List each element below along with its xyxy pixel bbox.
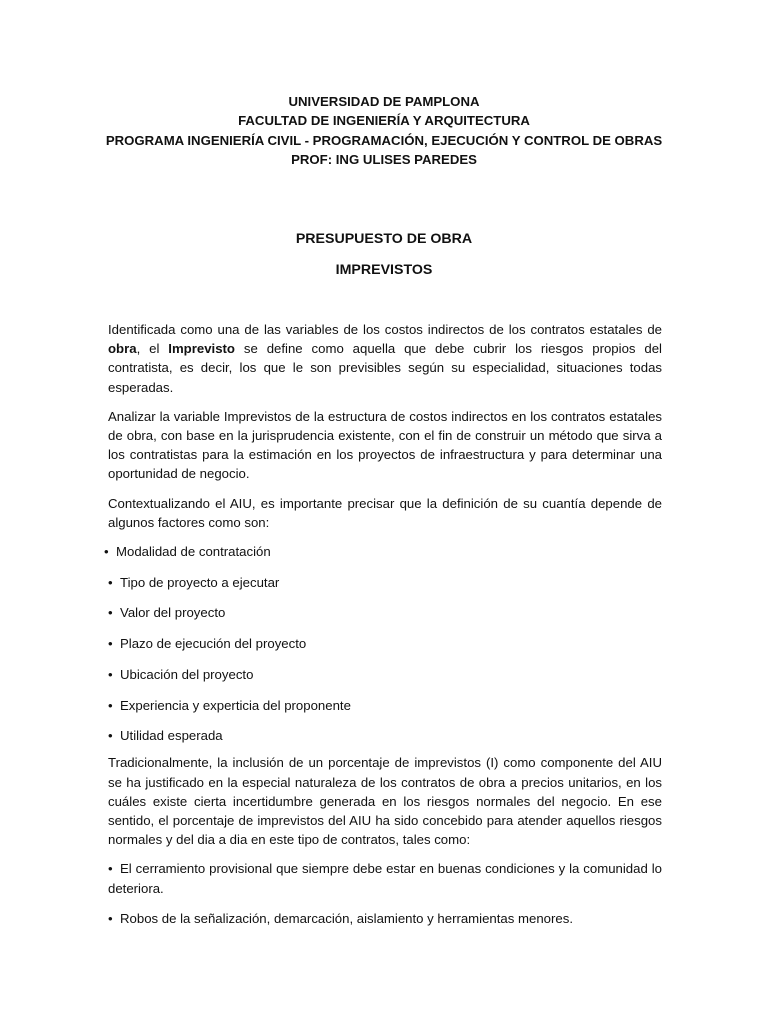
faculty-name: FACULTAD DE INGENIERÍA Y ARQUITECTURA [238, 113, 530, 129]
program-name: PROGRAMA INGENIERÍA CIVIL - PROGRAMACIÓN, EJECUCIÓN Y CONTROL DE OBRAS [105, 132, 663, 148]
bullet-icon: • [108, 728, 113, 744]
list-item-text: Ubicación del proyecto [120, 666, 254, 682]
list-item-text: Plazo de ejecución del proyecto [120, 636, 307, 652]
list-item [108, 696, 662, 715]
paragraph-context: Contextualizando el AIU, es importante precisar que la definición de su cuantía depende de algunos factores como son: [108, 495, 662, 530]
document-title: PRESUPUESTO DE OBRA [295, 231, 473, 247]
list-item-text: Modalidad de contratación [116, 544, 271, 560]
list-item [108, 726, 662, 745]
bullet-icon: • [108, 861, 113, 877]
bullet-icon: • [108, 666, 113, 682]
bold-term-obra: obra [108, 341, 137, 357]
paragraph-objective: Analizar la variable Imprevistos de la estructura de costos indirectos en los contratos estatales de obra, con base en la jurisprudencia existente, con el fin de construir un método que sirva a los contratistas para la estimación en los proyectos de infraestructura y para determinar una oportunidad de negocio. [108, 408, 662, 482]
paragraph-text: se define como aquella que debe cubrir los riesgos propios del contratista, es decir, los que le son previsibles según su especialidad, situaciones todas esperadas. [108, 341, 662, 395]
list-item [108, 665, 662, 684]
list-item-text: Robos de la señalización, demarcación, aislamiento y herramientas menores. [120, 911, 573, 927]
list-item-text: Experiencia y experticia del proponente [120, 697, 351, 713]
list-item-text: El cerramiento provisional que siempre debe estar en buenas condiciones y la comunidad lo deteriora. [108, 861, 662, 896]
document-subtitle: IMPREVISTOS [335, 262, 433, 278]
list-item-text: Valor del proyecto [120, 605, 226, 621]
bullet-icon: • [108, 636, 113, 652]
bullet-icon: • [108, 697, 113, 713]
professor-name: PROF: ING ULISES PAREDES [291, 151, 477, 167]
university-name: UNIVERSIDAD DE PAMPLONA [288, 94, 480, 109]
bold-term-imprevisto: Imprevisto [168, 341, 235, 357]
list-item [108, 573, 662, 592]
list-item-text: Utilidad esperada [120, 728, 223, 744]
paragraph-tradition: Tradicionalmente, la inclusión de un porcentaje de imprevistos (I) como componente del AIU se ha justificado en la especial naturaleza de los contratos de obra a precios unitarios, en los cuáles existe cierta incertidumbre generada en los riesgos normales del negocio. En ese sentido, el porcentaje de imprevistos del AIU ha sido concebido para atender aquellos riesgos normales y del dia a dia en este tipo de contratos, tales como: [108, 755, 662, 848]
paragraph-text: Identificada como una de las variables de los costos indirectos de los contratos estatales de [108, 322, 662, 337]
bullet-icon: • [104, 544, 109, 560]
bullet-icon: • [108, 574, 113, 590]
bullet-icon: • [108, 911, 113, 927]
list-item [108, 603, 662, 622]
paragraph-text: , el [136, 341, 169, 357]
document-body [104, 320, 662, 940]
bullet-icon: • [108, 605, 113, 621]
list-item [108, 909, 662, 928]
list-item [108, 634, 662, 653]
list-item [104, 542, 662, 561]
list-item [108, 859, 662, 897]
document-header [0, 92, 768, 169]
paragraph-definition [108, 320, 662, 397]
list-item-text: Tipo de proyecto a ejecutar [120, 574, 280, 590]
